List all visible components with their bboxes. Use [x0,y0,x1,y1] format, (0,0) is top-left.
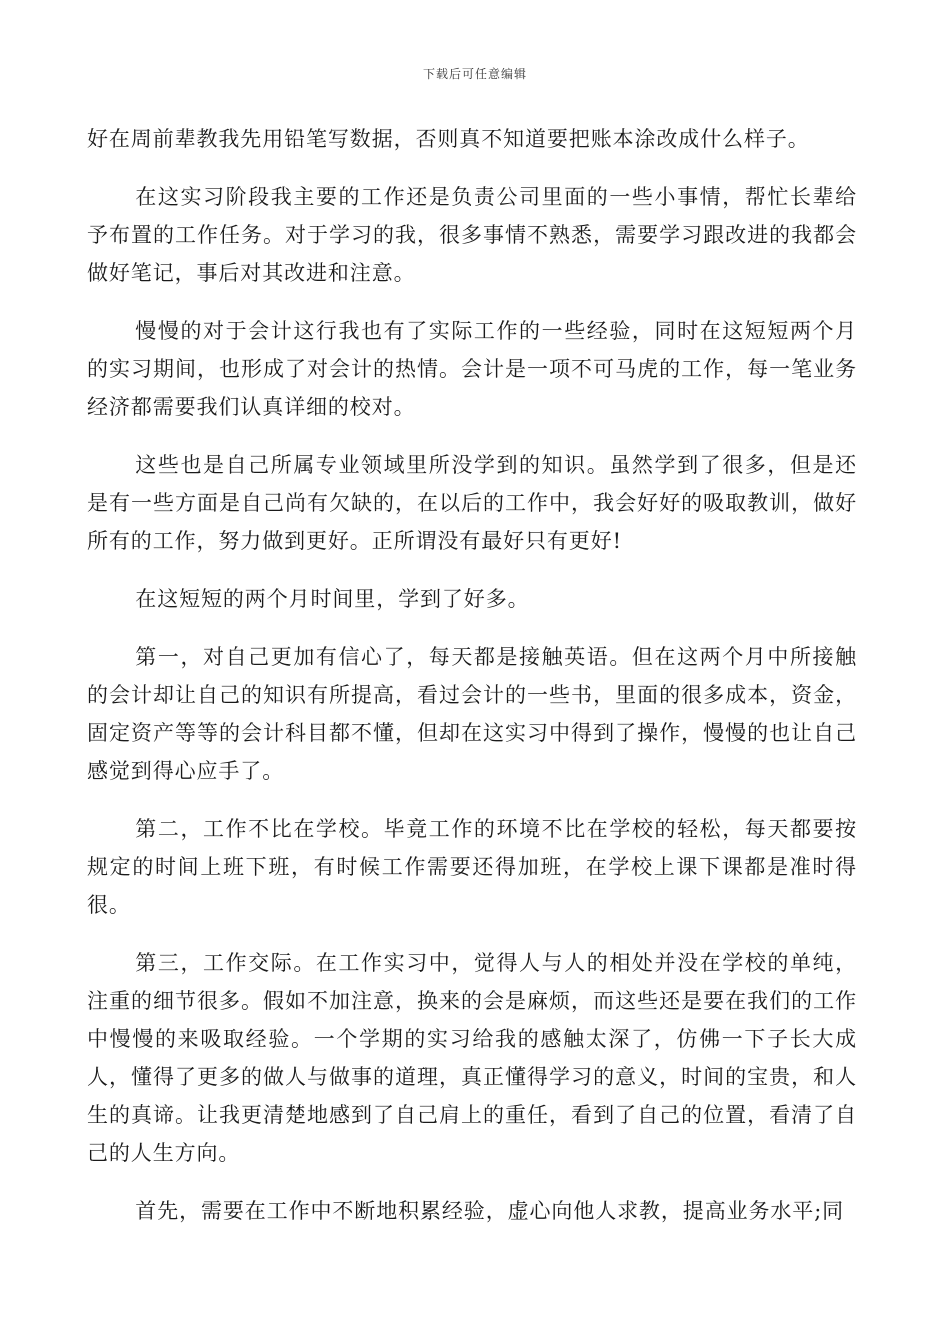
page-header: 下载后可任意编辑 [422,67,527,81]
paragraph: 在这实习阶段我主要的工作还是负责公司里面的一些小事情，帮忙长辈给予布置的工作任务。对于学习的我，很多事情不熟悉，需要学习跟改进的我都会做好笔记，事后对其改进和注意。 [87,185,857,285]
document-body [87,120,857,1230]
paragraph: 这些也是自己所属专业领域里所没学到的知识。虽然学到了很多，但是还是有一些方面是自己尚有欠缺的，在以后的工作中，我会好好的吸取教训，做好所有的工作，努力做到更好。正所谓没有最好只有更好! [87,453,857,553]
paragraph-continuation: 好在周前辈教我先用铅笔写数据，否则真不知道要把账本涂改成什么样子。 [87,127,810,151]
paragraph: 第二，工作不比在学校。毕竟工作的环境不比在学校的轻松，每天都要按规定的时间上班下班，有时候工作需要还得加班，在学校上课下课都是准时得很。 [87,817,857,917]
paragraph-truncated: 首先，需要在工作中不断地积累经验，虚心向他人求教，提高业务水平;同 [135,1199,845,1223]
paragraph: 慢慢的对于会计这行我也有了实际工作的一些经验，同时在这短短两个月的实习期间，也形成了对会计的热情。会计是一项不可马虎的工作，每一笔业务经济都需要我们认真详细的校对。 [87,319,857,419]
paragraph: 在这短短的两个月时间里，学到了好多。 [135,587,530,611]
paragraph: 第三，工作交际。在工作实习中，觉得人与人的相处并没在学校的单纯，注重的细节很多。假如不加注意，换来的会是麻烦，而这些还是要在我们的工作中慢慢的来吸取经验。一个学期的实习给我的感触太深了，仿佛一下子长大成人，懂得了更多的做人与做事的道理，真正懂得学习的意义，时间的宝贵，和人生的真谛。让我更清楚地感到了自己肩上的重任，看到了自己的位置，看清了自己的人生方向。 [87,951,857,1165]
paragraph: 第一，对自己更加有信心了，每天都是接触英语。但在这两个月中所接触的会计却让自己的知识有所提高，看过会计的一些书，里面的很多成本，资金，固定资产等等的会计科目都不懂，但却在这实习中得到了操作，慢慢的也让自己感觉到得心应手了。 [87,645,857,783]
